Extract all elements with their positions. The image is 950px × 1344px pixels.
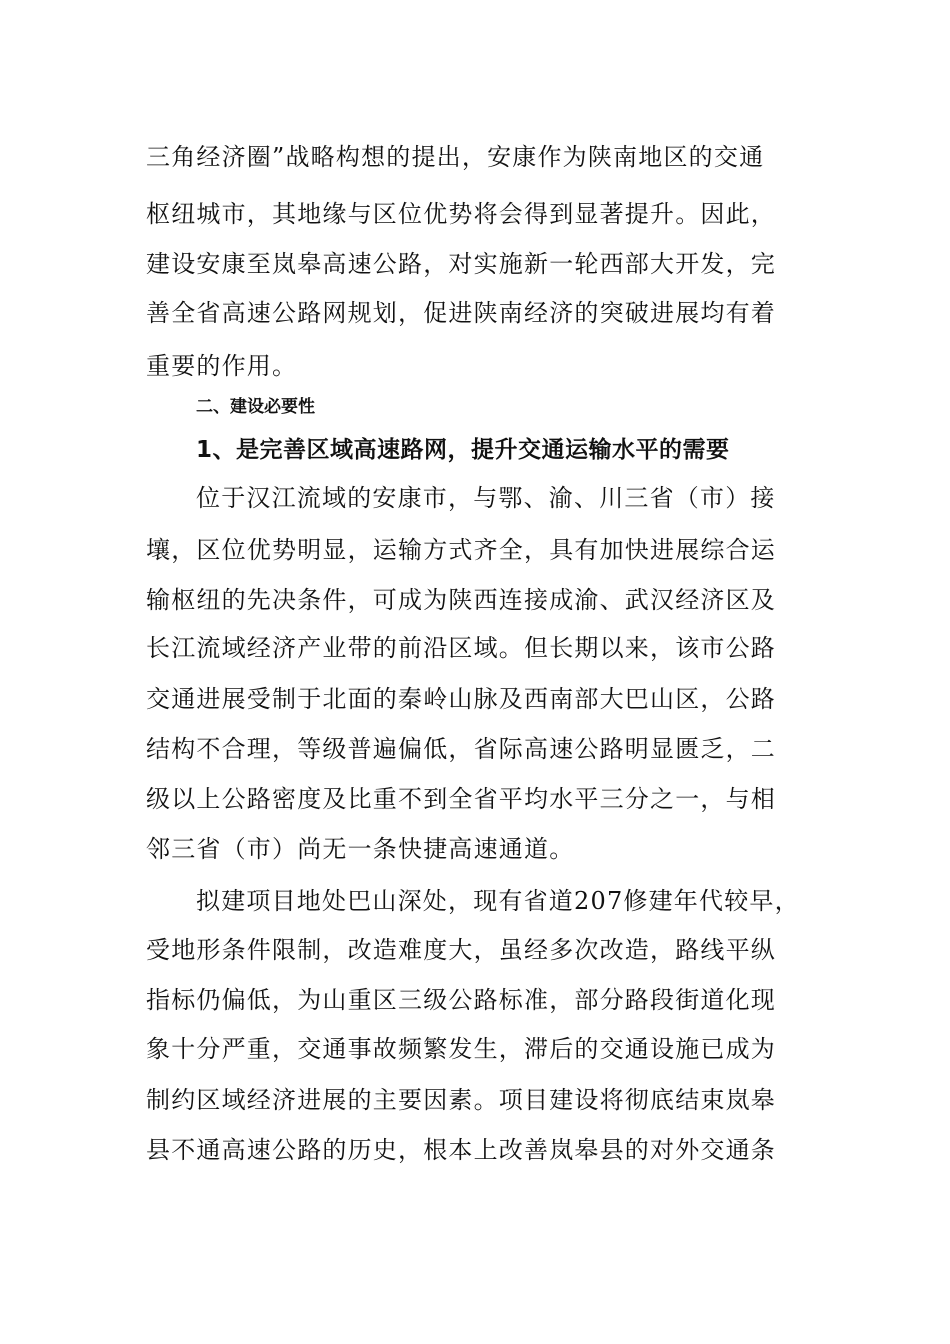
subsection-heading: 1、是完善区域高速路网，提升交通运输水平的需要 — [196, 437, 730, 463]
body-text-line: 建设安康至岚皋高速公路，对实施新一轮西部大开发，完 — [146, 250, 776, 278]
body-text-line: 制约区域经济进展的主要因素。项目建设将彻底结束岚皋 — [146, 1086, 776, 1114]
body-text-line: 善全省高速公路网规划，促进陕南经济的突破进展均有着 — [146, 299, 776, 327]
body-text-line: 位于汉江流域的安康市，与鄂、渝、川三省（市）接 — [196, 484, 776, 512]
section-heading: 二、建设必要性 — [196, 397, 315, 417]
body-text-line: 拟建项目地处巴山深处，现有省道207修建年代较早， — [196, 887, 800, 915]
body-text-line: 象十分严重，交通事故频繁发生，滞后的交通设施已成为 — [146, 1035, 776, 1063]
body-text-line: 邻三省（市）尚无一条快捷高速通道。 — [146, 835, 575, 863]
body-text-line: 结构不合理，等级普遍偏低，省际高速公路明显匮乏，二 — [146, 735, 776, 763]
body-text-line: 指标仍偏低，为山重区三级公路标准，部分路段街道化现 — [146, 986, 776, 1014]
body-text-line: 重要的作用。 — [146, 352, 298, 380]
body-text-line: 枢纽城市，其地缘与区位优势将会得到显著提升。因此， — [146, 200, 776, 228]
body-text-line: 壤，区位优势明显，运输方式齐全，具有加快进展综合运 — [146, 536, 776, 564]
body-text-line: 交通进展受制于北面的秦岭山脉及西南部大巴山区，公路 — [146, 685, 776, 713]
body-text-line: 三角经济圈”战略构想的提出，安康作为陕南地区的交通 — [146, 143, 765, 171]
body-text-line: 长江流域经济产业带的前沿区域。但长期以来，该市公路 — [146, 634, 776, 662]
body-text-line: 县不通高速公路的历史，根本上改善岚皋县的对外交通条 — [146, 1136, 776, 1164]
body-text-line: 受地形条件限制，改造难度大，虽经多次改造，路线平纵 — [146, 936, 776, 964]
body-text-line: 输枢纽的先决条件，可成为陕西连接成渝、武汉经济区及 — [146, 586, 776, 614]
body-text-line: 级以上公路密度及比重不到全省平均水平三分之一，与相 — [146, 785, 776, 813]
